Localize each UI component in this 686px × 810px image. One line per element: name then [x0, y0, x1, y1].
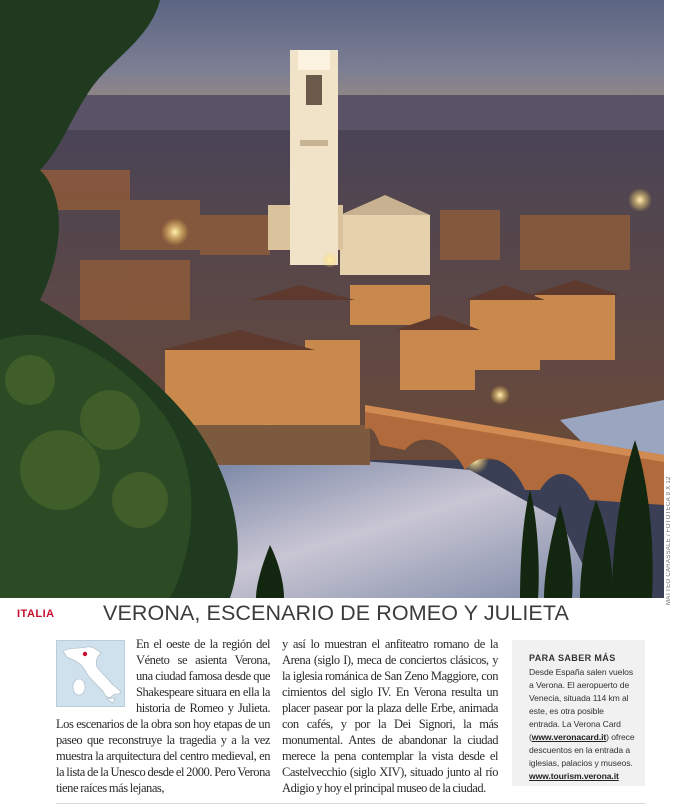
sidebar-text-1: Desde España salen vuelos a Verona. El aeropuerto de Venecia, situada 114 km al este, es otra posible entrada. La Verona Card (	[529, 667, 634, 742]
footer-divider	[56, 803, 646, 804]
sidebar-title: PARA SABER MÁS	[529, 653, 616, 663]
section-tag: ITALIA	[17, 608, 55, 620]
sidebar-body	[529, 666, 636, 783]
sidebar-text-2: ) ofrece descuentos en la entrada a iglesias, palacios y museos.	[529, 732, 635, 768]
info-sidebar	[512, 640, 645, 786]
article-title: VERONA, ESCENARIO DE ROMEO Y JULIETA	[103, 601, 569, 625]
article-column-2: y así lo muestran el anfiteatro romano de la Arena (siglo I), meca de conciertos clásicos, y la iglesia románica de San Zeno Maggiore, con cimientos del siglo IV. En Verona resulta un placer pasear por la plaza delle Erbe, animada con cafés, y por la Dei Signori, la más monumental. Antes de abandonar la ciudad merece la pena contemplar la vista desde el Castelvecchio (siglo XIV), situado junto al río Adigio y hoy el principal museo de la ciudad.	[282, 637, 498, 795]
photo-credit: MATTEO CARASSALE / FOTOTECA 9 X 12	[666, 476, 672, 605]
article-column-1: En el oeste de la región del Véneto se asienta Verona, una ciudad famosa desde que Shakespeare situara en ella la historia de Romeo y Julieta. Los escenarios de la obra son hoy etapas de un paseo que reconstruye la tragedia y a la vez muestra la arquitectura del centro medieval, en la lista de la Unesco desde el 2000. Pero Verona tiene raíces más lejanas,	[56, 637, 270, 795]
tourism-verona-link[interactable]: www.tourism.verona.it	[529, 771, 619, 781]
veronacard-link[interactable]: www.veronacard.it	[531, 732, 607, 742]
